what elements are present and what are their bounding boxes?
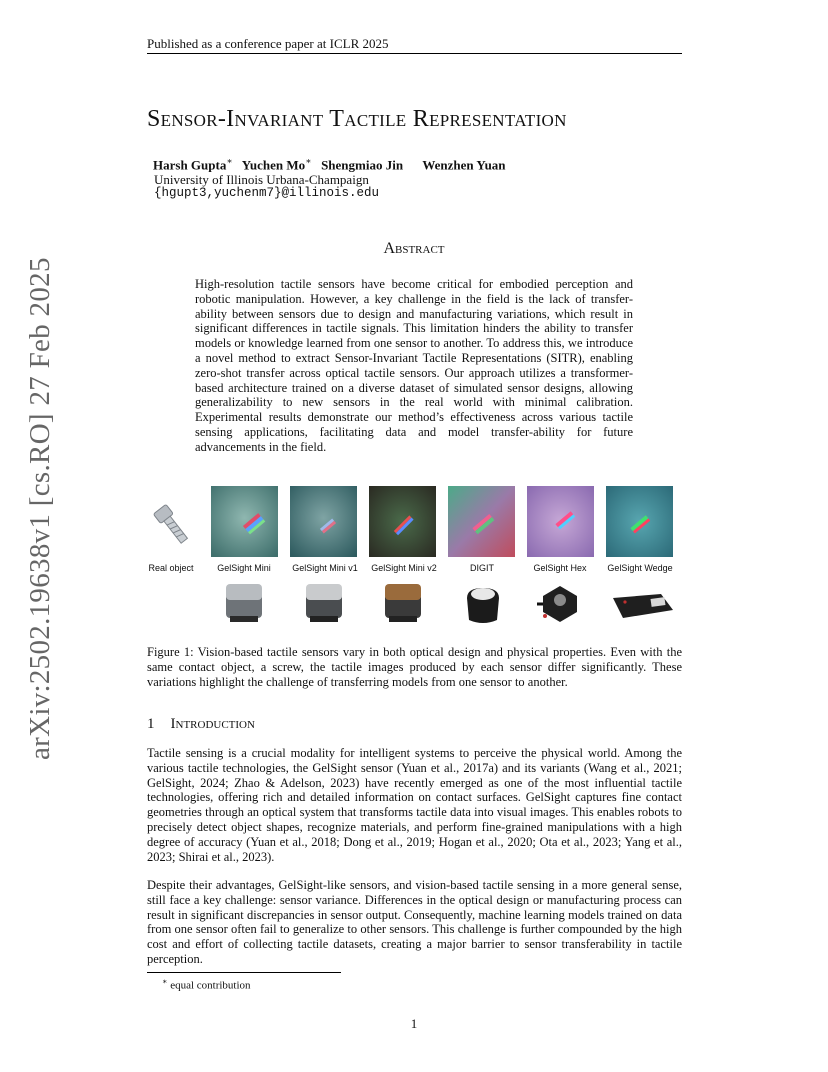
footnote [162,977,251,992]
header-rule [147,53,682,54]
section-number: 1 [147,716,155,732]
figure-label: GelSight Mini v2 [371,563,437,573]
figure-label: GelSight Hex [533,563,587,573]
author-mark: ∗ [305,156,312,166]
device-gelsight-mini-v2 [379,580,427,628]
abstract-heading: Abstract [383,240,445,257]
author-email: {hgupt3,yuchenm7}@illinois.edu [154,186,380,200]
arxiv-stamp: arXiv:2502.19638v1 [cs.RO] 27 Feb 2025 [24,257,56,760]
tactile-image-gelsight-hex [527,486,594,557]
tactile-image-gelsight-mini-v1 [290,486,357,557]
figure-caption: Figure 1: Vision-based tactile sensors vary in both optical design and physical properties. Even with the same contact object, a screw, the tactile images produced by each sensor differ significantly. These variations highlight the challenge of transferring models from one sensor to another. [147,645,682,689]
device-digit [459,580,507,628]
figure-label: GelSight Wedge [607,563,673,573]
device-gelsight-mini [220,580,268,628]
paragraph: Despite their advantages, GelSight-like sensors, and vision-based tactile sensing in a more general sense, still face a key challenge: sensor variance. Differences in the optical design or manufacturing process can result in significant discrepancies in sensor output. Consequently, machine learning models trained on data from one sensor often fail to generalize to other sensors. This challenge is further compounded by the high cost and effort of collecting tactile datasets, creating a major barrier to sensor transferability in tactile perception. [147,878,682,966]
tactile-image-gelsight-mini [211,486,278,557]
tactile-image-gelsight-mini-v2 [369,486,436,557]
figure-label: GelSight Mini [217,563,271,573]
author-list [153,156,506,173]
author-name: Wenzhen Yuan [422,157,506,173]
author-name: Harsh Gupta [153,157,227,173]
device-gelsight-hex [533,580,587,628]
running-header: Published as a conference paper at ICLR 2025 [147,36,389,51]
affiliation: University of Illinois Urbana-Champaign [154,172,369,187]
footnote-rule [147,972,341,973]
abstract-text: High-resolution tactile sensors have become critical for embodied perception and robotic manipulation. However, a key challenge in the field is the lack of transfer-ability between sensors due to design and manufacturing variations, which result in significant differences in tactile signals. This limitation hinders the ability to transfer models or knowledge learned from one sensor to another. To address this, we introduce a novel method to extract Sensor-Invariant Tactile Representations (SITR), enabling zero-shot transfer across optical tactile sensors. Our approach utilizes a transformer-based architecture trained on a diverse dataset of simulated sensor designs, allowing generalizability to new sensors in the real world with minimal calibration. Experimental results demonstrate our method’s effectiveness across various tactile sensing applications, facilitating data and model transfer-ability for future advancements in the field. [195,277,633,454]
footnote-text: equal contribution [170,979,251,992]
tactile-image-gelsight-wedge [606,486,673,557]
figure-label: DIGIT [470,563,494,573]
figure-1 [147,484,682,629]
figure-label: Real object [148,563,194,573]
page-number: 1 [410,1016,418,1031]
paragraph: Tactile sensing is a crucial modality for intelligent systems to perceive the physical world. Among the various tactile technologies, the GelSight sensor (Yuan et al., 2017a) and its variants (Wang et al., 2021; GelSight, 2024; Zhao & Adelson, 2023) have recently emerged as one of the most influential tactile technologies, offering rich and detailed information on contact surfaces. GelSight captures fine contact geometries through an optical system that transforms tactile data into visual images. This enables robots to precisely detect object shapes, recognize materials, and perform fine-grained manipulations with a high degree of accuracy (Yuan et al., 2018; Dong et al., 2019; Hogan et al., 2020; Ota et al., 2023; Yang et al., 2023; Shirai et al., 2023). [147,746,682,864]
figure-label: GelSight Mini v1 [292,563,358,573]
screw-image [149,502,193,552]
author-name: Shengmiao Jin [321,157,404,173]
section-heading [147,716,255,733]
paper-title: Sensor-Invariant Tactile Representation [147,106,567,132]
author-name: Yuchen Mo [241,157,306,173]
tactile-image-digit [448,486,515,557]
footnote-mark: ∗ [162,977,168,986]
author-mark: ∗ [226,156,233,166]
device-gelsight-wedge [607,580,677,628]
section-title: Introduction [170,716,255,732]
device-gelsight-mini-v1 [300,580,348,628]
